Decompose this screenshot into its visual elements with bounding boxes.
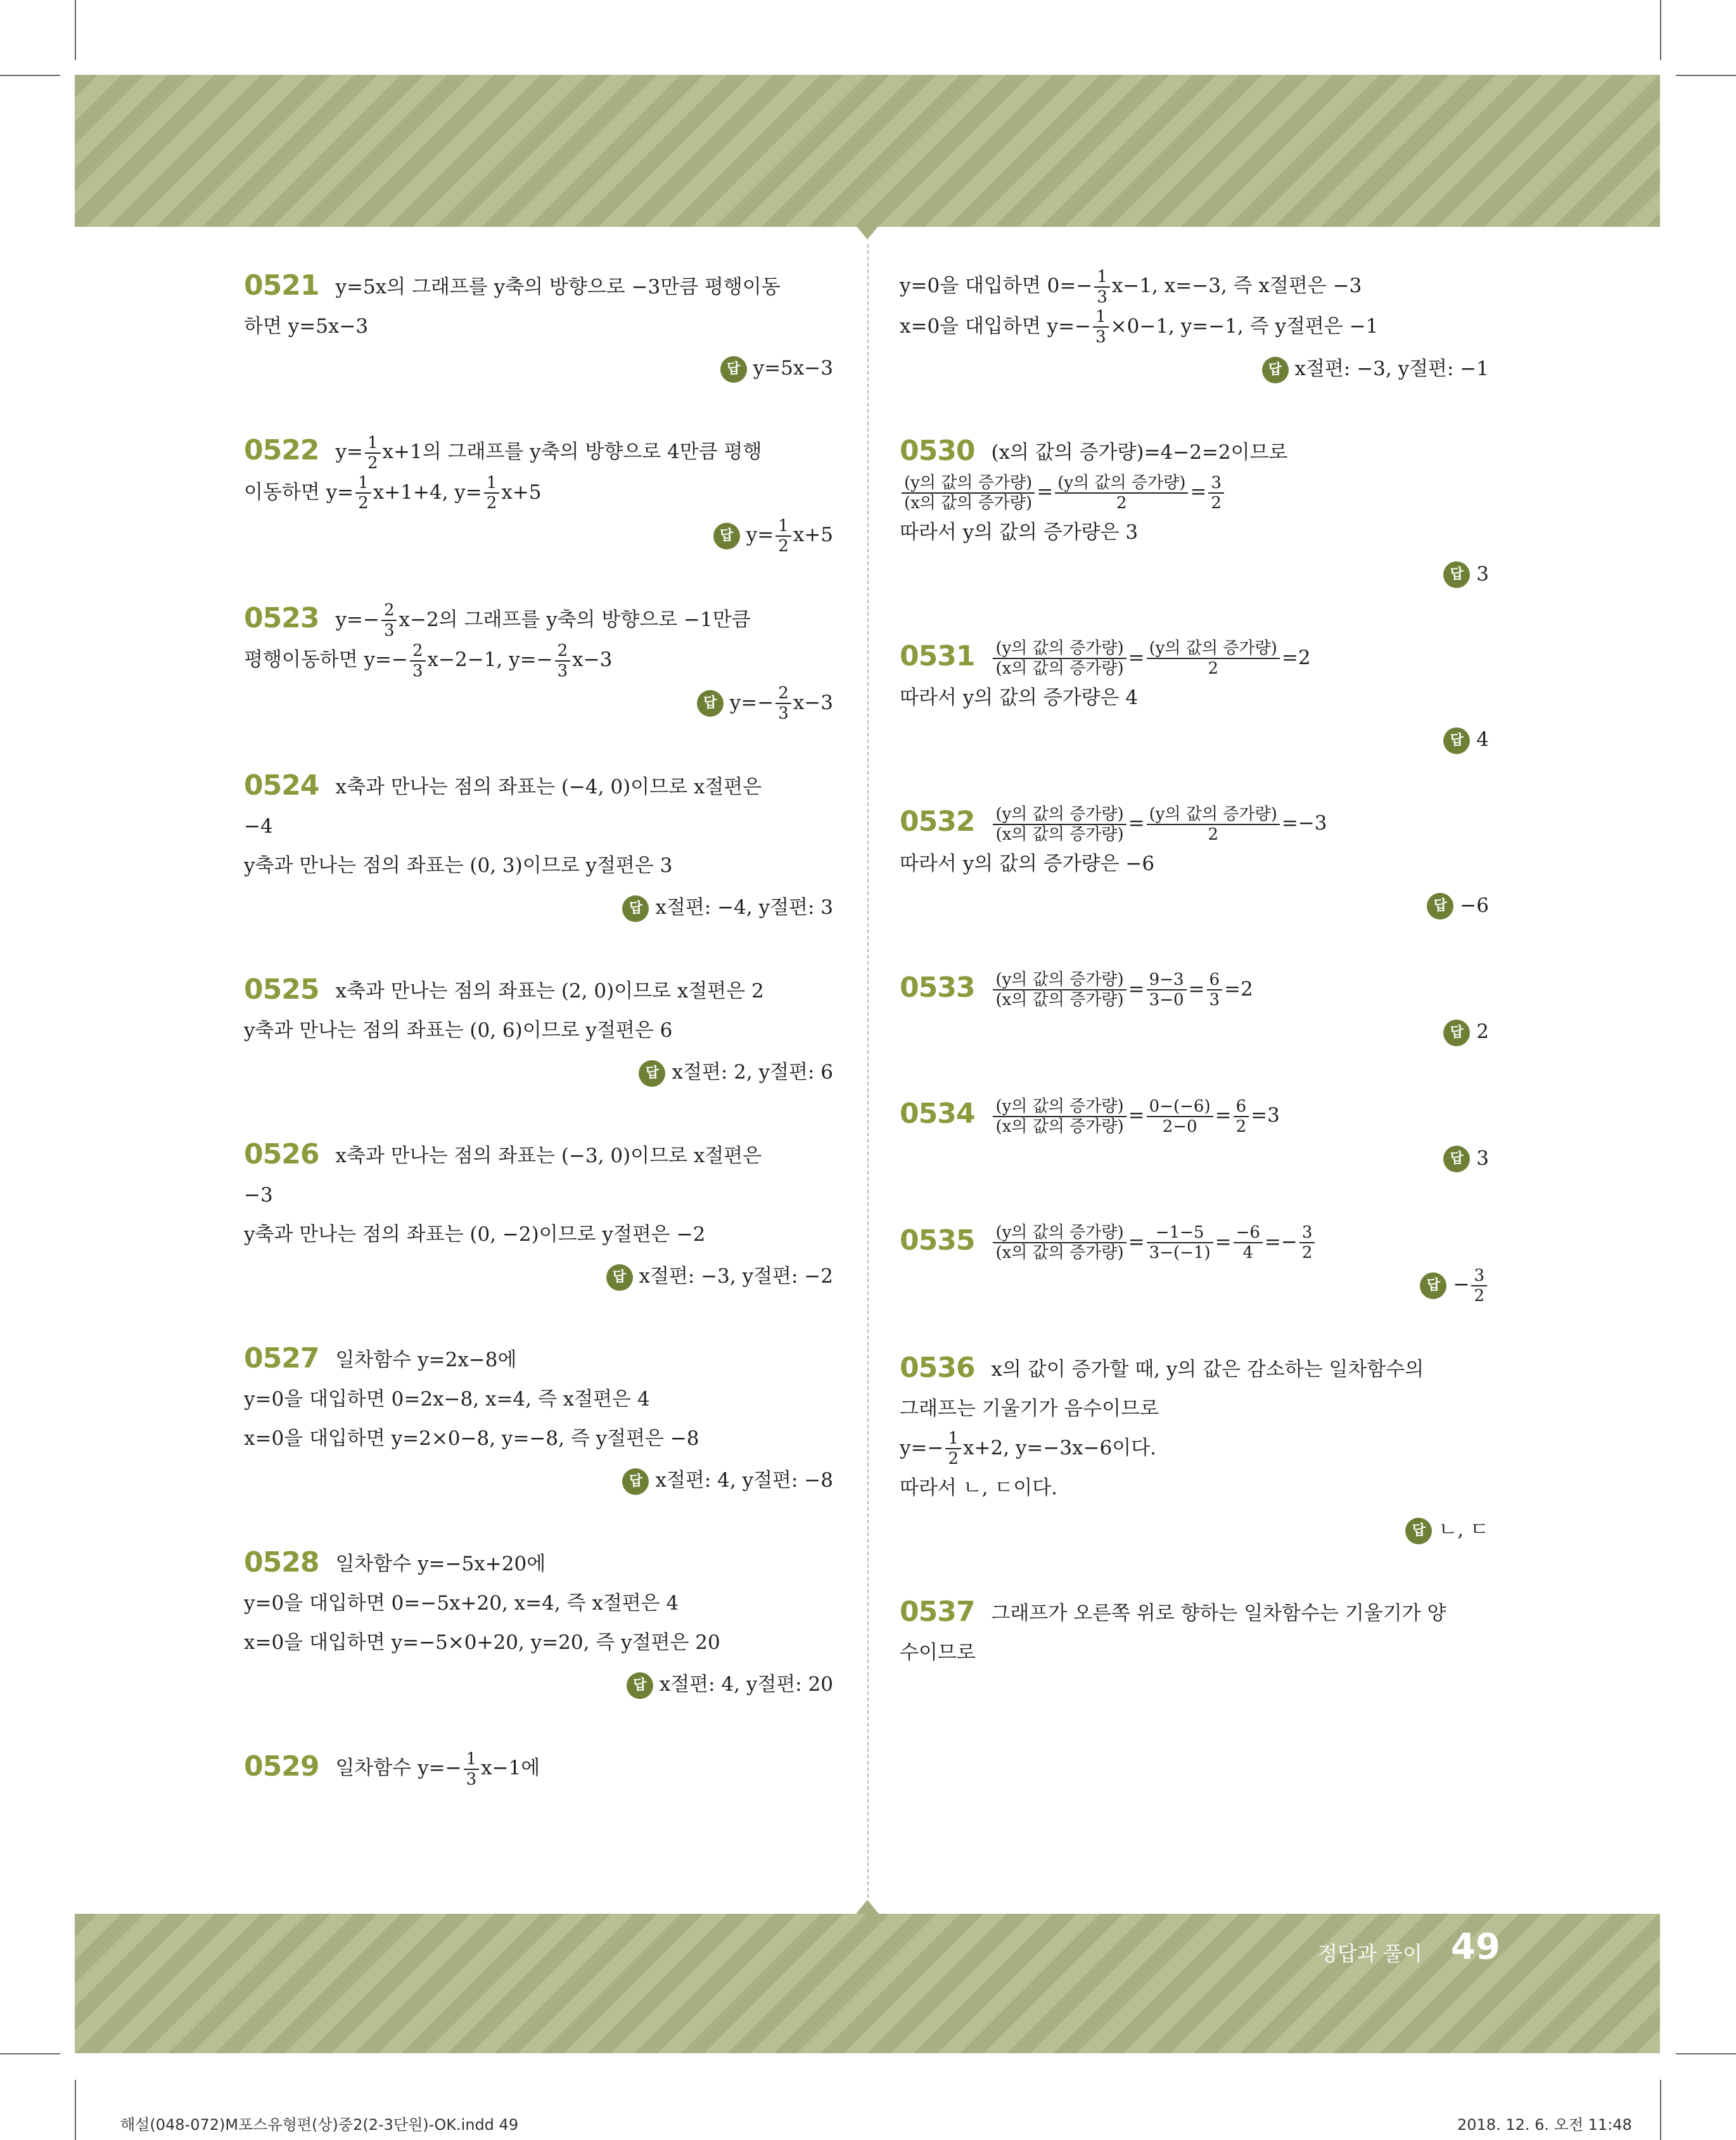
- answer-text: 4: [1476, 728, 1489, 751]
- answer-text: x+5: [793, 523, 833, 546]
- problem-0521: [244, 266, 833, 388]
- answer-text: x절편: 4, y절편: 20: [659, 1673, 833, 1696]
- fraction: $\frac{1}{2}$: [775, 516, 791, 556]
- solution-text: y=5x의 그래프를 y축의 방향으로 −3만큼 평행이동: [335, 276, 781, 298]
- solution-text: 일차함수 y=−: [335, 1757, 462, 1779]
- answer: [900, 349, 1489, 388]
- answer: [900, 720, 1489, 759]
- crop-mark: [0, 75, 60, 76]
- page-number: 49: [1451, 1926, 1500, 1968]
- answer: [900, 886, 1489, 925]
- footer-notch: [856, 1900, 879, 1914]
- answer: [244, 1053, 833, 1092]
- solution-text: x축과 만나는 점의 좌표는 (2, 0)이므로 x절편은 2: [335, 980, 764, 1003]
- fraction: $\frac{6}{3}$: [1207, 970, 1223, 1009]
- solution-text: x=0을 대입하면 y=−: [900, 314, 1092, 338]
- problem-number: 0522: [244, 434, 319, 466]
- problem-0532: 0532 (y의 값의 증가량) (x의 값의 증가량) = (y의 값의 증가량) 2 =−3 따라서 y의 값의 증가량은 −6 답 −6: [900, 802, 1489, 925]
- solution-text: y축과 만나는 점의 좌표는 (0, 6)이므로 y절편은 6: [244, 1019, 673, 1042]
- problem-number: 0531: [900, 639, 975, 672]
- problem-0526: [244, 1135, 833, 1296]
- fraction: $\frac{1}{3}$: [464, 1750, 480, 1789]
- problem-number: 0528: [244, 1546, 319, 1579]
- answer: [244, 1461, 833, 1500]
- solution-text: 따라서 ㄴ, ㄷ이다.: [900, 1477, 1058, 1499]
- problem-0522: [244, 431, 833, 556]
- solution-text: x=0을 대입하면 y=2×0−8, y=−8, 즉 y절편은 −8: [244, 1427, 699, 1450]
- problem-0524: [244, 766, 833, 927]
- problem-number: 0527: [244, 1342, 319, 1374]
- solution-text: x+2, y=−3x−6이다.: [963, 1436, 1157, 1459]
- answer: [244, 683, 833, 724]
- answer-badge: 답: [622, 1468, 649, 1495]
- answer-badge: 답: [1443, 727, 1470, 754]
- fraction: $\frac{3}{2}$: [1471, 1266, 1487, 1305]
- answer-badge: 답: [697, 690, 724, 717]
- answer-text: x절편: −4, y절편: 3: [655, 896, 833, 919]
- solution-text: y=0을 대입하면 0=−5x+20, x=4, 즉 x절편은 4: [244, 1592, 679, 1615]
- fraction: $\frac{1}{2}$: [355, 473, 371, 513]
- solution-text: 따라서 y의 값의 증가량은 4: [900, 686, 1139, 709]
- fraction: (y의 값의 증가량) (x의 값의 증가량): [993, 1097, 1126, 1136]
- answer-badge: 답: [1420, 1272, 1446, 1299]
- solution-text: y축과 만나는 점의 좌표는 (0, 3)이므로 y절편은 3: [244, 854, 673, 877]
- fraction: $\frac{6}{2}$: [1234, 1097, 1249, 1136]
- problem-0535: 0535 (y의 값의 증가량) (x의 값의 증가량) = $\frac{-1-5}{3-(-1)}$ = $\frac{-6}{4}$ =− $\frac{3}{2}$ 답 − $\frac{3}{2}$: [900, 1221, 1489, 1305]
- answer-text: ㄴ, ㄷ: [1438, 1518, 1489, 1541]
- solution-text: y=0을 대입하면 0=−: [900, 274, 1093, 297]
- answer-badge: 답: [1443, 1146, 1470, 1172]
- problem-0529-continued: [900, 266, 1489, 388]
- fraction: $\frac{2}{3}$: [775, 684, 791, 723]
- answer-badge: 답: [713, 523, 740, 549]
- answer-text: x절편: −3, y절편: −2: [639, 1265, 833, 1288]
- problem-number: 0524: [244, 769, 319, 802]
- problem-0531: 0531 (y의 값의 증가량) (x의 값의 증가량) = (y의 값의 증가량) 2 =2 따라서 y의 값의 증가량은 4 답 4: [900, 637, 1489, 760]
- solution-text: 따라서 y의 값의 증가량은 3: [900, 520, 1139, 544]
- fraction: $\frac{2}{3}$: [555, 641, 571, 681]
- answer: [900, 1012, 1489, 1051]
- solution-text: x축과 만나는 점의 좌표는 (−4, 0)이므로 x절편은: [335, 776, 762, 798]
- crop-mark: [75, 2080, 76, 2140]
- fraction: $\frac{0-(-6)}{2-0}$: [1147, 1097, 1213, 1136]
- crop-mark: [1676, 75, 1736, 76]
- problem-number: 0521: [244, 269, 319, 302]
- footer-band: [75, 1914, 1660, 2053]
- fraction: (y의 값의 증가량) (x의 값의 증가량): [902, 473, 1035, 513]
- solution-text: 수이므로: [900, 1641, 976, 1664]
- footer-title: 정답과 풀이: [1318, 1942, 1422, 1966]
- answer: [900, 1265, 1489, 1305]
- solution-text: x−2−1, y=−: [427, 648, 553, 671]
- right-column: [900, 266, 1489, 1715]
- problem-0523: [244, 599, 833, 724]
- solution-text: 평행이동하면 y=−: [244, 648, 408, 671]
- solution-text: y=0을 대입하면 0=2x−8, x=4, 즉 x절편은 4: [244, 1388, 650, 1411]
- problem-0528: [244, 1543, 833, 1704]
- answer-text: y=5x−3: [753, 357, 833, 380]
- answer: [244, 515, 833, 556]
- fraction: $\frac{-6}{4}$: [1234, 1223, 1263, 1262]
- answer: [900, 1510, 1489, 1549]
- header-band: [75, 75, 1660, 227]
- fraction: $\frac{1}{2}$: [365, 433, 381, 473]
- solution-text: 그래프가 오른쪽 위로 향하는 일차함수는 기울기가 양: [991, 1602, 1446, 1625]
- answer: [244, 1665, 833, 1704]
- solution-text: −3: [244, 1184, 273, 1207]
- problem-number: 0533: [900, 971, 975, 1004]
- fraction: (y의 값의 증가량) (x의 값의 증가량): [993, 805, 1126, 844]
- solution-text: y=−: [900, 1436, 944, 1459]
- answer-badge: 답: [1443, 1020, 1470, 1046]
- solution-text: (x의 값의 증가량)=4−2=2이므로: [991, 441, 1288, 464]
- solution-text: y=: [335, 440, 363, 463]
- left-column: [244, 266, 833, 1832]
- answer-text: −6: [1460, 894, 1489, 917]
- solution-text: x=0을 대입하면 y=−5×0+20, y=20, 즉 y절편은 20: [244, 1631, 720, 1654]
- answer-badge: 답: [1427, 893, 1453, 919]
- problem-0529: [244, 1747, 833, 1789]
- answer-text: 3: [1476, 1146, 1489, 1170]
- answer-badge: 답: [720, 356, 747, 383]
- problem-0534: 0534 (y의 값의 증가량) (x의 값의 증가량) = $\frac{0-(-6)}{2-0}$ = $\frac{6}{2}$ =3 답 3: [900, 1094, 1489, 1178]
- fraction: $\frac{3}{2}$: [1208, 473, 1224, 513]
- problem-number: 0532: [900, 805, 975, 838]
- problem-number: 0530: [900, 435, 975, 467]
- problem-number: 0534: [900, 1098, 975, 1130]
- fraction: $\frac{2}{3}$: [381, 601, 397, 640]
- answer-text: −: [1453, 1273, 1470, 1296]
- solution-text: 일차함수 y=−5x+20에: [335, 1553, 546, 1575]
- crop-mark: [0, 2053, 60, 2054]
- answer-text: 2: [1476, 1020, 1489, 1043]
- solution-text: x+1+4, y=: [373, 480, 482, 504]
- answer-badge: 답: [1262, 357, 1289, 383]
- answer: [900, 554, 1489, 594]
- solution-text: 따라서 y의 값의 증가량은 −6: [900, 852, 1155, 875]
- answer-badge: 답: [1443, 561, 1470, 588]
- problem-number: 0525: [244, 973, 319, 1006]
- fraction: $\frac{9-3}{3-0}$: [1147, 970, 1187, 1009]
- problem-number: 0526: [244, 1138, 319, 1170]
- fraction: (y의 값의 증가량) (x의 값의 증가량): [993, 1223, 1126, 1262]
- answer-text: x절편: 4, y절편: −8: [655, 1469, 833, 1492]
- answer-text: y=: [746, 523, 774, 546]
- problem-0527: [244, 1339, 833, 1500]
- answer-text: x−3: [793, 691, 833, 714]
- crop-mark: [1660, 2080, 1661, 2140]
- fraction: (y의 값의 증가량) 2: [1147, 639, 1280, 678]
- solution-text: y=−: [335, 608, 380, 631]
- solution-text: 이동하면 y=: [244, 480, 354, 504]
- problem-0525: [244, 970, 833, 1092]
- fraction: (y의 값의 증가량) (x의 값의 증가량): [993, 639, 1126, 678]
- answer: [244, 349, 833, 388]
- solution-text: y축과 만나는 점의 좌표는 (0, −2)이므로 y절편은 −2: [244, 1223, 706, 1246]
- fraction: (y의 값의 증가량) 2: [1147, 805, 1280, 844]
- problem-0537: [900, 1592, 1489, 1672]
- crop-mark: [1660, 0, 1661, 60]
- answer-text: y=−: [729, 691, 774, 714]
- solution-text: x−3: [572, 648, 613, 671]
- crop-mark: [1676, 2053, 1736, 2054]
- fraction: $\frac{1}{2}$: [945, 1429, 961, 1468]
- problem-number: 0537: [900, 1596, 975, 1628]
- print-slug-file: 해설(048-072)M포스유형편(상)중2(2-3단원)-OK.indd 49: [120, 2116, 519, 2134]
- solution-text: x축과 만나는 점의 좌표는 (−3, 0)이므로 x절편은: [335, 1144, 762, 1167]
- solution-text: 일차함수 y=2x−8에: [335, 1349, 517, 1371]
- problem-0533: 0533 (y의 값의 증가량) (x의 값의 증가량) = $\frac{9-3}{3-0}$ = $\frac{6}{3}$ =2 답 2: [900, 968, 1489, 1052]
- fraction: $\frac{2}{3}$: [410, 641, 426, 681]
- solution-text: x−1에: [481, 1757, 540, 1779]
- problem-number: 0536: [900, 1351, 975, 1384]
- crop-mark: [75, 0, 76, 60]
- solution-text: x+5: [501, 480, 542, 504]
- answer-badge: 답: [639, 1060, 665, 1087]
- answer-text: x절편: −3, y절편: −1: [1294, 357, 1489, 380]
- solution-text: ×0−1, y=−1, 즉 y절편은 −1: [1110, 314, 1379, 338]
- fraction: (y의 값의 증가량) 2: [1055, 473, 1188, 513]
- answer-text: 3: [1476, 562, 1489, 586]
- solution-text: 그래프는 기울기가 음수이므로: [900, 1397, 1159, 1420]
- solution-text: −4: [244, 815, 273, 838]
- answer-badge: 답: [627, 1672, 653, 1699]
- solution-text: x의 값이 증가할 때, y의 값은 감소하는 일차함수의: [991, 1357, 1424, 1381]
- problem-0536: [900, 1349, 1489, 1550]
- header-notch: [856, 226, 879, 240]
- answer: [900, 1139, 1489, 1178]
- solution-text: x−2의 그래프를 y축의 방향으로 −1만큼: [399, 608, 751, 631]
- answer-badge: 답: [1405, 1518, 1432, 1544]
- problem-number: 0523: [244, 601, 319, 634]
- fraction: (y의 값의 증가량) (x의 값의 증가량): [993, 970, 1126, 1009]
- problem-number: 0529: [244, 1750, 319, 1783]
- solution-text: x+1의 그래프를 y축의 방향으로 4만큼 평행: [382, 440, 762, 463]
- fraction: $\frac{-1-5}{3-(-1)}$: [1147, 1223, 1213, 1262]
- fraction: $\frac{1}{3}$: [1093, 307, 1109, 347]
- answer: [244, 888, 833, 927]
- problem-0530: 0530 (x의 값의 증가량)=4−2=2이므로 (y의 값의 증가량) (x의 값의 증가량) = (y의 값의 증가량) 2 = $\frac{3}{2}$ 따라서 y의 값의 증가량은 3 답 3: [900, 432, 1489, 594]
- answer-text: x절편: 2, y절편: 6: [672, 1061, 833, 1084]
- answer: [244, 1257, 833, 1296]
- fraction: $\frac{3}{2}$: [1299, 1223, 1315, 1262]
- answer-badge: 답: [622, 895, 649, 922]
- solution-text: 하면 y=5x−3: [244, 315, 369, 338]
- column-divider: [867, 244, 869, 1898]
- problem-number: 0535: [900, 1224, 975, 1257]
- fraction: $\frac{1}{2}$: [484, 473, 500, 513]
- answer-badge: 답: [606, 1264, 633, 1291]
- print-slug-date: 2018. 12. 6. 오전 11:48: [1457, 2116, 1632, 2134]
- fraction: $\frac{1}{3}$: [1094, 267, 1110, 307]
- solution-text: x−1, x=−3, 즉 x절편은 −3: [1111, 274, 1362, 297]
